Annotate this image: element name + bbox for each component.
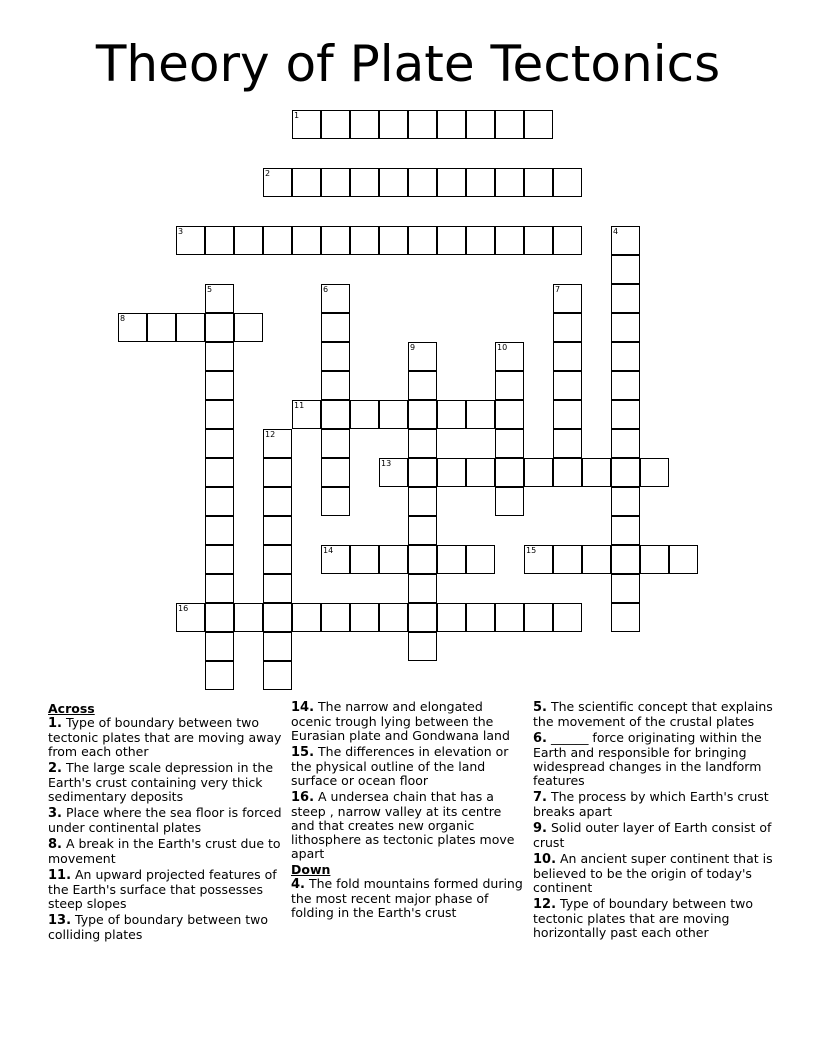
grid-cell[interactable] (321, 284, 350, 313)
grid-cell[interactable] (321, 487, 350, 516)
grid-cell[interactable] (205, 487, 234, 516)
grid-cell[interactable] (553, 603, 582, 632)
grid-cell[interactable] (234, 603, 263, 632)
clue-item-text: Type of boundary between two tectonic plates that are moving away from each other (48, 715, 282, 759)
grid-cell[interactable] (205, 545, 234, 574)
grid-cell[interactable] (379, 168, 408, 197)
grid-cell[interactable] (466, 110, 495, 139)
grid-cell[interactable] (437, 603, 466, 632)
grid-cell[interactable] (263, 574, 292, 603)
grid-cell[interactable] (147, 313, 176, 342)
clue-number: 2 (265, 169, 271, 178)
grid-cell[interactable] (524, 458, 553, 487)
clue-item-text: A break in the Earth's crust due to movement (48, 836, 281, 866)
grid-cell[interactable] (437, 226, 466, 255)
grid-cell[interactable] (263, 632, 292, 661)
grid-cell[interactable] (176, 226, 205, 255)
grid-cell[interactable] (408, 400, 437, 429)
grid-cell[interactable] (408, 458, 437, 487)
grid-cell[interactable] (611, 545, 640, 574)
grid-cell[interactable] (321, 313, 350, 342)
grid-cell[interactable] (263, 545, 292, 574)
clue-item (533, 700, 773, 729)
clue-item-number: 10. (533, 852, 557, 867)
grid-cell[interactable] (263, 458, 292, 487)
grid-cell[interactable] (495, 487, 524, 516)
clue-item-number: 4. (291, 877, 305, 892)
clue-item-text: A undersea chain that has a steep , narrow valley at its centre and that creates new organic lithosphere as tectonic plates move apart (291, 789, 515, 861)
grid-cell[interactable] (292, 168, 321, 197)
clue-item (48, 761, 284, 804)
grid-cell[interactable] (408, 371, 437, 400)
grid-cell[interactable] (379, 545, 408, 574)
clue-item-number: 2. (48, 761, 62, 776)
grid-cell[interactable] (437, 400, 466, 429)
grid-cell[interactable] (553, 284, 582, 313)
grid-cell[interactable] (205, 603, 234, 632)
clue-item-text: Place where the sea floor is forced under continental plates (48, 805, 282, 835)
grid-cell[interactable] (292, 400, 321, 429)
across-clue-list-continued (291, 700, 527, 861)
grid-cell[interactable] (321, 429, 350, 458)
clue-item (48, 716, 284, 759)
grid-cell[interactable] (437, 545, 466, 574)
grid-cell[interactable] (234, 226, 263, 255)
grid-cell[interactable] (495, 226, 524, 255)
grid-cell[interactable] (350, 110, 379, 139)
clue-number: 11 (294, 401, 305, 410)
clue-item (291, 877, 527, 920)
grid-cell[interactable] (553, 313, 582, 342)
clue-number: 14 (323, 546, 334, 555)
clue-column-3 (533, 700, 773, 942)
clue-item-text: The fold mountains formed during the most recent major phase of folding in the Earth's crust (291, 876, 523, 920)
clue-item-text: ______ force originating within the Earth and responsible for bringing widespread changes in the landform features (533, 730, 762, 788)
clue-item (533, 852, 773, 895)
clue-item-number: 6. (533, 731, 547, 746)
grid-cell[interactable] (611, 516, 640, 545)
grid-cell[interactable] (553, 371, 582, 400)
clue-number: 4 (613, 227, 619, 236)
grid-cell[interactable] (611, 400, 640, 429)
grid-cell[interactable] (524, 603, 553, 632)
grid-cell[interactable] (292, 226, 321, 255)
grid-cell[interactable] (524, 168, 553, 197)
clue-column-1 (48, 700, 284, 944)
grid-cell[interactable] (437, 458, 466, 487)
grid-cell[interactable] (553, 400, 582, 429)
grid-cell[interactable] (321, 603, 350, 632)
grid-cell[interactable] (263, 226, 292, 255)
grid-cell[interactable] (321, 545, 350, 574)
grid-cell[interactable] (408, 342, 437, 371)
clue-item-number: 9. (533, 821, 547, 836)
grid-cell[interactable] (408, 110, 437, 139)
grid-cell[interactable] (582, 545, 611, 574)
grid-cell[interactable] (321, 226, 350, 255)
clue-item-number: 5. (533, 700, 547, 715)
clue-number: 9 (410, 343, 416, 352)
grid-cell[interactable] (553, 429, 582, 458)
clue-item (291, 700, 527, 743)
clue-item (291, 745, 527, 788)
grid-cell[interactable] (495, 371, 524, 400)
grid-cell[interactable] (495, 603, 524, 632)
clue-item-text: An ancient super continent that is believed to be the origin of today's continent (533, 851, 773, 895)
clue-number: 16 (178, 604, 189, 613)
grid-cell[interactable] (611, 313, 640, 342)
grid-cell[interactable] (263, 168, 292, 197)
grid-cell[interactable] (205, 458, 234, 487)
grid-cell[interactable] (611, 371, 640, 400)
grid-cell[interactable] (379, 458, 408, 487)
grid-cell[interactable] (205, 661, 234, 690)
grid-cell[interactable] (640, 458, 669, 487)
grid-cell[interactable] (524, 226, 553, 255)
clue-item-number: 13. (48, 913, 72, 928)
grid-cell[interactable] (263, 487, 292, 516)
clue-item-number: 16. (291, 790, 315, 805)
clue-item-text: The scientific concept that explains the movement of the crustal plates (533, 699, 773, 729)
clue-number: 5 (207, 285, 213, 294)
grid-cell[interactable] (263, 661, 292, 690)
clue-item-number: 15. (291, 745, 315, 760)
grid-cell[interactable] (466, 168, 495, 197)
grid-cell[interactable] (408, 574, 437, 603)
grid-cell[interactable] (495, 458, 524, 487)
grid-cell[interactable] (205, 632, 234, 661)
down-clue-list-continued (533, 700, 773, 940)
grid-cell[interactable] (263, 603, 292, 632)
grid-cell[interactable] (176, 313, 205, 342)
clue-item-number: 3. (48, 806, 62, 821)
grid-cell[interactable] (466, 226, 495, 255)
clue-item (533, 897, 773, 940)
grid-cell[interactable] (437, 168, 466, 197)
grid-cell[interactable] (553, 226, 582, 255)
grid-cell[interactable] (553, 342, 582, 371)
grid-cell[interactable] (321, 110, 350, 139)
grid-cell[interactable] (350, 400, 379, 429)
clue-item-text: The narrow and elongated ocenic trough lying between the Eurasian plate and Gondwana land (291, 699, 510, 743)
grid-cell[interactable] (640, 545, 669, 574)
grid-cell[interactable] (408, 603, 437, 632)
grid-cell[interactable] (263, 516, 292, 545)
clue-number: 15 (526, 546, 537, 555)
grid-cell[interactable] (321, 371, 350, 400)
grid-cell[interactable] (263, 429, 292, 458)
grid-cell[interactable] (495, 429, 524, 458)
clue-item-text: The process by which Earth's crust breaks apart (533, 789, 769, 819)
clue-item-text: The differences in elevation or the physical outline of the land surface or ocean floor (291, 744, 509, 788)
grid-cell[interactable] (553, 458, 582, 487)
grid-cell[interactable] (524, 545, 553, 574)
grid-cell[interactable] (495, 110, 524, 139)
grid-cell[interactable] (205, 342, 234, 371)
grid-cell[interactable] (379, 400, 408, 429)
grid-cell[interactable] (292, 603, 321, 632)
across-clue-list (48, 716, 284, 942)
grid-cell[interactable] (495, 168, 524, 197)
grid-cell[interactable] (611, 284, 640, 313)
clue-item-text: Type of boundary between two colliding plates (48, 912, 269, 942)
clue-item (48, 837, 284, 866)
clue-item (48, 913, 284, 942)
clue-column-2 (291, 700, 527, 922)
grid-cell[interactable] (553, 168, 582, 197)
clue-item-text: Solid outer layer of Earth consist of crust (533, 820, 772, 850)
clue-item (533, 790, 773, 819)
grid-cell[interactable] (176, 603, 205, 632)
grid-cell[interactable] (669, 545, 698, 574)
clue-item-text: An upward projected features of the Earth's surface that possesses steep slopes (48, 867, 277, 911)
grid-cell[interactable] (205, 516, 234, 545)
grid-cell[interactable] (408, 516, 437, 545)
clue-number: 3 (178, 227, 184, 236)
clue-number: 13 (381, 459, 392, 468)
grid-cell[interactable] (205, 284, 234, 313)
grid-cell[interactable] (321, 400, 350, 429)
grid-cell[interactable] (611, 342, 640, 371)
clue-number: 6 (323, 285, 329, 294)
clue-item (533, 821, 773, 850)
clue-item-number: 11. (48, 868, 72, 883)
grid-cell[interactable] (466, 603, 495, 632)
grid-cell[interactable] (350, 226, 379, 255)
clue-item-number: 14. (291, 700, 315, 715)
grid-cell[interactable] (350, 603, 379, 632)
grid-cell[interactable] (466, 545, 495, 574)
grid-cell[interactable] (611, 574, 640, 603)
grid-cell[interactable] (379, 226, 408, 255)
clue-number: 1 (294, 111, 300, 120)
clue-item (533, 731, 773, 788)
clue-item-number: 8. (48, 837, 62, 852)
grid-cell[interactable] (408, 545, 437, 574)
clue-item-number: 12. (533, 897, 557, 912)
grid-cell[interactable] (205, 313, 234, 342)
grid-cell[interactable] (611, 255, 640, 284)
clue-number: 8 (120, 314, 126, 323)
grid-cell[interactable] (495, 342, 524, 371)
clue-item-text: Type of boundary between two tectonic plates that are moving horizontally past each other (533, 896, 754, 940)
grid-cell[interactable] (553, 545, 582, 574)
grid-cell[interactable] (466, 400, 495, 429)
grid-cell[interactable] (118, 313, 147, 342)
clue-number: 12 (265, 430, 276, 439)
grid-cell[interactable] (611, 226, 640, 255)
grid-cell[interactable] (350, 168, 379, 197)
grid-cell[interactable] (350, 545, 379, 574)
clue-item-number: 1. (48, 716, 62, 731)
grid-cell[interactable] (611, 603, 640, 632)
grid-cell[interactable] (611, 487, 640, 516)
grid-cell[interactable] (408, 632, 437, 661)
grid-cell[interactable] (582, 458, 611, 487)
across-heading: Across (48, 701, 95, 716)
clue-item (48, 868, 284, 911)
grid-cell[interactable] (205, 400, 234, 429)
grid-cell[interactable] (466, 458, 495, 487)
down-heading: Down (291, 862, 331, 877)
grid-cell[interactable] (321, 458, 350, 487)
grid-cell[interactable] (234, 313, 263, 342)
grid-cell[interactable] (379, 603, 408, 632)
grid-cell[interactable] (205, 226, 234, 255)
grid-cell[interactable] (205, 574, 234, 603)
clue-number: 10 (497, 343, 508, 352)
grid-cell[interactable] (408, 226, 437, 255)
grid-cell[interactable] (292, 110, 321, 139)
clue-item-text: The large scale depression in the Earth's crust containing very thick sedimentary deposits (48, 760, 274, 804)
clue-item-number: 7. (533, 790, 547, 805)
puzzle-title: Theory of Plate Tectonics (95, 35, 721, 93)
clue-number: 7 (555, 285, 561, 294)
grid-cell[interactable] (321, 342, 350, 371)
grid-cell[interactable] (408, 168, 437, 197)
grid-cell[interactable] (524, 110, 553, 139)
grid-cell[interactable] (611, 429, 640, 458)
grid-cell[interactable] (611, 458, 640, 487)
grid-cell[interactable] (379, 110, 408, 139)
grid-cell[interactable] (321, 168, 350, 197)
down-clue-list (291, 877, 527, 920)
grid-cell[interactable] (437, 110, 466, 139)
grid-cell[interactable] (408, 487, 437, 516)
clue-item (291, 790, 527, 861)
grid-cell[interactable] (495, 400, 524, 429)
grid-cell[interactable] (205, 371, 234, 400)
clue-item (48, 806, 284, 835)
grid-cell[interactable] (408, 429, 437, 458)
grid-cell[interactable] (205, 429, 234, 458)
